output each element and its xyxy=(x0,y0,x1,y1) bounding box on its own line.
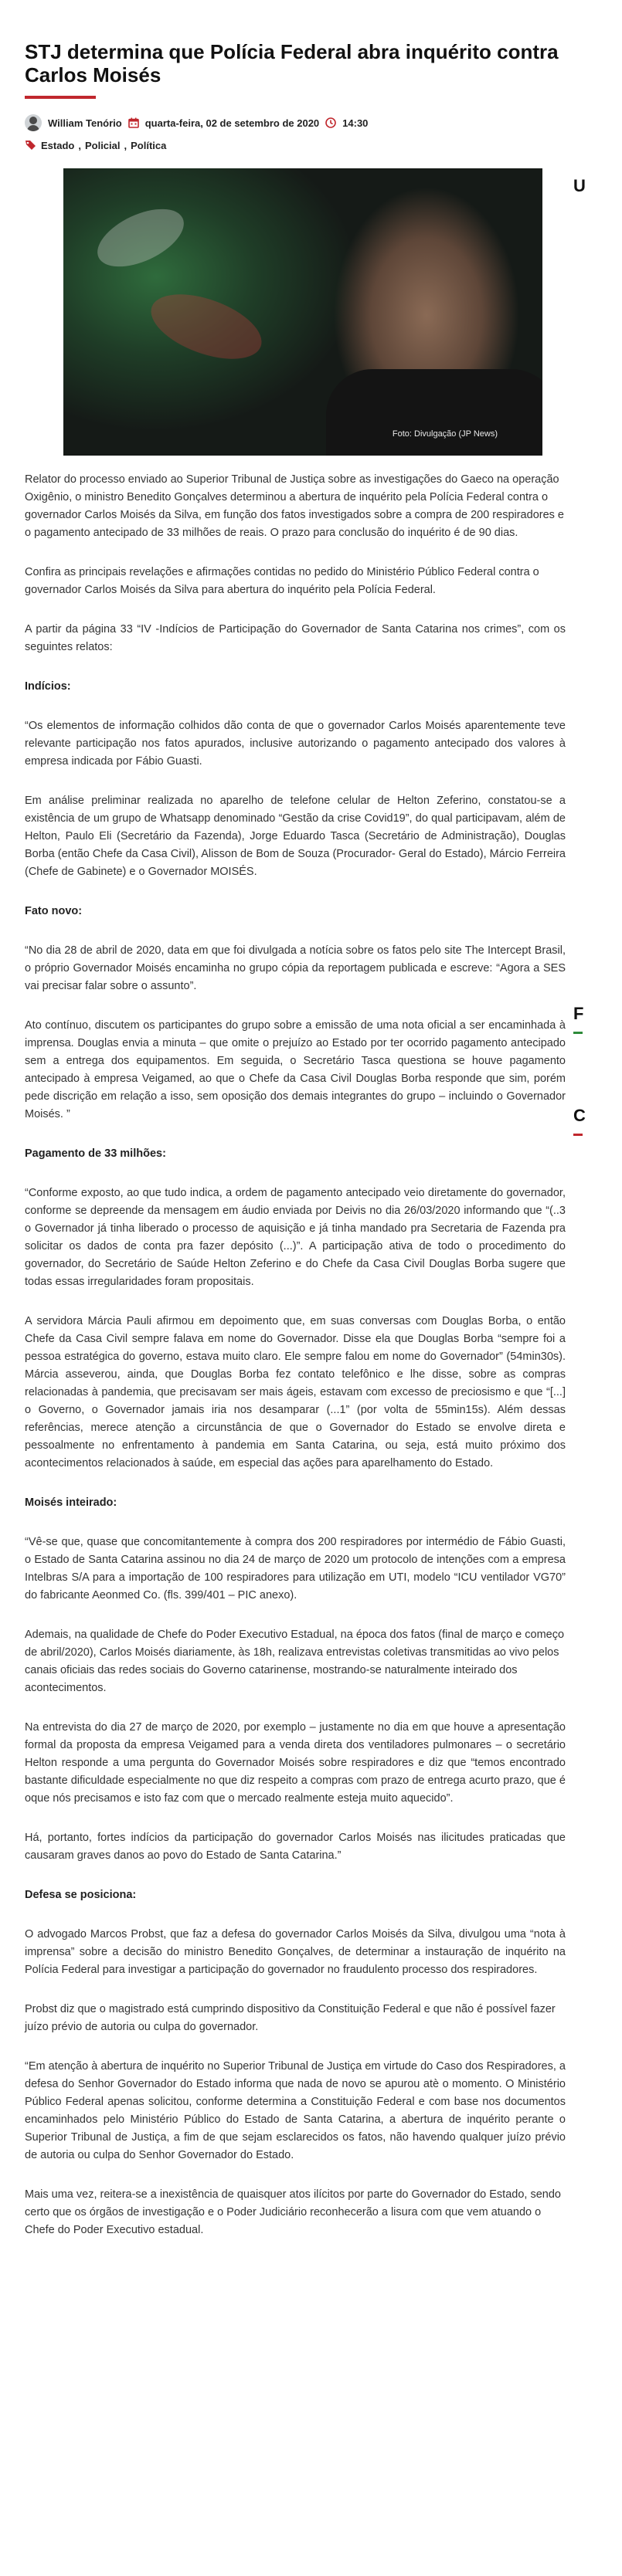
article-paragraph: Confira as principais revelações e afirmações contidas no pedido do Ministério Público Federal contra o governador Carlos Moisés da Silva para abertura do inquérito pela Polícia Federal. xyxy=(25,566,539,596)
article-paragraph: “Vê-se que, quase que concomitantemente à compra dos 200 respiradores por intermédio de Fábio Guasti, o Estado de Santa Catarina assinou no dia 24 de março de 2020 um protocolo de intenções com a empresa Intelbras S/A para a importação de 100 respiradores para utilização em UTI, modelo “ICU ventilador VG70” do fabricante Aeonmed Co. (fls. 399/401 – PIC anexo). xyxy=(25,1536,566,1602)
clock-icon xyxy=(325,117,336,128)
article-paragraph: A servidora Márcia Pauli afirmou em depoimento que, em suas conversas com Douglas Borba, o então Chefe da Casa Civil sempre falava em nome do Governador. Disse ela que Douglas Borba “sempre foi a pessoa estratégica do governo, estava muito claro. Ele sempre falou em nome do Governador” (54min30s). Márcia asseverou, ainda, que Douglas Borba fez contato telefônico e lhe disse, sobre as compras relacionadas à pandemia, que precisavam ser mais ágeis, estavam com excesso de preciosismo e que “[...] o Governo, o Governador jamais iria nos desamparar (...1” (por volta de 55min15s). Além dessas referências, merece atenção a circunstância de que o Governador do Estado se envolve direta e pessoalmente no enfrentamento à pandemia em Santa Catarina, ou seja, está muito próximo dos acontecimentos relacionados à saúde, em especial das ações para aparelhamento do Estado. xyxy=(25,1315,566,1469)
article xyxy=(25,0,566,2261)
calendar-icon xyxy=(128,117,139,128)
section-heading: Defesa se posiciona: xyxy=(25,1889,137,1901)
article-meta xyxy=(25,114,566,131)
author-avatar[interactable] xyxy=(25,114,42,131)
tag-link-politica[interactable]: Política xyxy=(131,139,167,151)
article-paragraph: A partir da página 33 “IV -Indícios de Participação do Governador de Santa Catarina nos crimes”, com os seguintes relatos: xyxy=(25,623,566,653)
tag-link-estado[interactable]: Estado xyxy=(41,139,75,151)
article-paragraph: “No dia 28 de abril de 2020, data em que foi divulgada a notícia sobre os fatos pelo site The Intercept Brasil, o próprio Governador Moisés encaminha no grupo cópia da reportagem publicada e escreve: “Agora a SES vai precisar falar sobre o assunto”. xyxy=(25,944,566,992)
author-name[interactable]: William Tenório xyxy=(48,117,122,129)
sidebar-fragment-mid-line xyxy=(573,1032,583,1034)
article-paragraph: “Em atenção à abertura de inquérito no Superior Tribunal de Justiça em virtude do Caso dos Respiradores, a defesa do Senhor Governador do Estado informa que nada de novo se apurou atè o momento. O Ministério Público Federal apenas solicitou, conforme determina a Constituição Federal e com base nos documentos encaminhados pelo Ministério Público do Estado de Santa Catarina, a abertura de inquérito perante o Superior Tribunal de Justiça, a fim de que sejam esclarecidos os fatos, não havendo qualquer juízo prévio de autoria ou culpa do Senhor Governador do Estado. xyxy=(25,2060,566,2161)
sidebar-fragment-top: U xyxy=(573,176,586,195)
article-paragraph: O advogado Marcos Probst, que faz a defesa do governador Carlos Moisés da Silva, divulgou uma “nota à imprensa” sobre a decisão do ministro Benedito Gonçalves, de determinar a instauração de inquérito na Polícia Federal para investigar a participação do governador no fraudulento processo dos respiradores. xyxy=(25,1928,566,1976)
article-paragraph: “Conforme exposto, ao que tudo indica, a ordem de pagamento antecipado veio diretamente do governador, conforme se depreende da mensagem em áudio enviada por Deivis no dia 26/03/2020 informando que “(..3 o Governador já tinha liberado o processo de aquisição e já tinha mandado pra Secretaria de Fazenda pra solicitar os dados de conta pra fazer depósito (...)”. A participação ativa de todo o procedimento do governador, do Secretário de Saúde Helton Zeferino e do Chefe da Casa Civil Douglas Borba sugere que todas essas irregularidades foram propositais. xyxy=(25,1187,566,1288)
article-paragraph: Há, portanto, fortes indícios da participação do governador Carlos Moisés nas ilicitudes praticadas que causaram graves danos ao povo do Estado de Santa Catarina.” xyxy=(25,1832,566,1862)
article-paragraph: Ato contínuo, discutem os participantes do grupo sobre a emissão de uma nota oficial a ser encaminhada à imprensa. Douglas envia a minuta – que omite o prejuízo ao Estado por ter ocorrido pagamento antecipado sem a entrega dos equipamentos. Em seguida, o Secretário Tasca questiona se houve pagamento antecipado à empresa Veigamed, ao que o Chefe da Casa Civil Douglas Borba responde que sim, porém pede discrição em relação a isso, sem oposição dos demais integrantes do grupo – incluindo o Governador Moisés. ” xyxy=(25,1019,566,1120)
section-heading: Pagamento de 33 milhões: xyxy=(25,1147,166,1160)
article-paragraph: “Os elementos de informação colhidos dão conta de que o governador Carlos Moisés aparentemente teve relevante participação nos fatos apurados, inclusive autorizando o pagamento antecipado dos valores à empresa indicada por Fábio Guasti. xyxy=(25,720,566,768)
title-accent-bar xyxy=(25,96,96,99)
article-paragraph: Relator do processo enviado ao Superior Tribunal de Justiça sobre as investigações do Gaeco na operação Oxigênio, o ministro Benedito Gonçalves determinou a abertura de inquérito pela Polícia Federal contra o governador Carlos Moisés da Silva, em função dos fatos investigados sobre a compra de 200 respiradores e o pagamento antecipado de 33 milhões de reais. O prazo para conclusão do inquérito é de 90 dias. xyxy=(25,473,564,539)
sidebar-fragment-low: C xyxy=(573,1106,586,1125)
sidebar-fragment-low-line xyxy=(573,1134,583,1136)
article-paragraph: Mais uma vez, reitera-se a inexistência de quaisquer atos ilícitos por parte do Governador do Estado, sendo certo que os órgãos de investigação e o Poder Judiciário reconhecerão a lisura com que vem atuando o Chefe do Poder Executivo estadual. xyxy=(25,2188,561,2236)
section-heading: Moisés inteirado: xyxy=(25,1496,117,1509)
article-paragraph: Na entrevista do dia 27 de março de 2020, por exemplo – justamente no dia em que houve a apresentação formal da proposta da empresa Veigamed para a venda direta dos ventiladores pulmonares – o secretário Helton responde a uma pergunta do Governador Moisés sobre respiradores e diz que “temos encontrado bastante dificuldade especialmente no que diz respeito a compras com prazo de entrega acurto prazo, que é oque nós precisamos e isto faz com que o mercado realmente esteja muito aquecido”. xyxy=(25,1721,566,1805)
section-heading: Fato novo: xyxy=(25,905,83,917)
image-caption: Foto: Divulgação (JP News) xyxy=(392,429,498,439)
article-body xyxy=(25,471,566,2239)
article-title: STJ determina que Polícia Federal abra inquérito contra Carlos Moisés xyxy=(25,40,559,86)
article-tags: Estado , Policial , Política xyxy=(25,139,566,151)
article-paragraph: Probst diz que o magistrado está cumprindo dispositivo da Constituição Federal e que não é possível fazer juízo prévio de autoria ou culpa do governador. xyxy=(25,2003,556,2033)
tag-link-policial[interactable]: Policial xyxy=(84,139,121,151)
publish-date: quarta-feira, 02 de setembro de 2020 xyxy=(144,117,320,129)
article-paragraph: Em análise preliminar realizada no aparelho de telefone celular de Helton Zeferino, constatou-se a existência de um grupo de Whatsapp denominado “Gestão da crise Covid19”, do qual participavam, além de Helton, Paulo Eli (Secretário da Fazenda), Jorge Eduardo Tasca (Secretário de Administração), Douglas Borba (então Chefe da Casa Civil), Alisson de Bom de Souza (Procurador- Geral do Estado), Márcio Ferreira (Chefe de Gabinete) e o Governador MOISÉS. xyxy=(25,795,566,878)
publish-time: 14:30 xyxy=(342,117,369,129)
tags-icon xyxy=(25,139,37,151)
section-heading: Indícios: xyxy=(25,680,71,693)
sidebar-fragment-mid: F xyxy=(573,1004,584,1023)
article-hero-image xyxy=(63,168,542,456)
article-paragraph: Ademais, na qualidade de Chefe do Poder Executivo Estadual, na época dos fatos (final de março e começo de abril/2020), Carlos Moisés diariamente, às 18h, realizava entrevistas coletivas transmitidas ao vivo pelos canais oficiais das redes sociais do Governo catarinense, mostrando-se naturalmente inteirado dos acontecimentos. xyxy=(25,1629,565,1694)
